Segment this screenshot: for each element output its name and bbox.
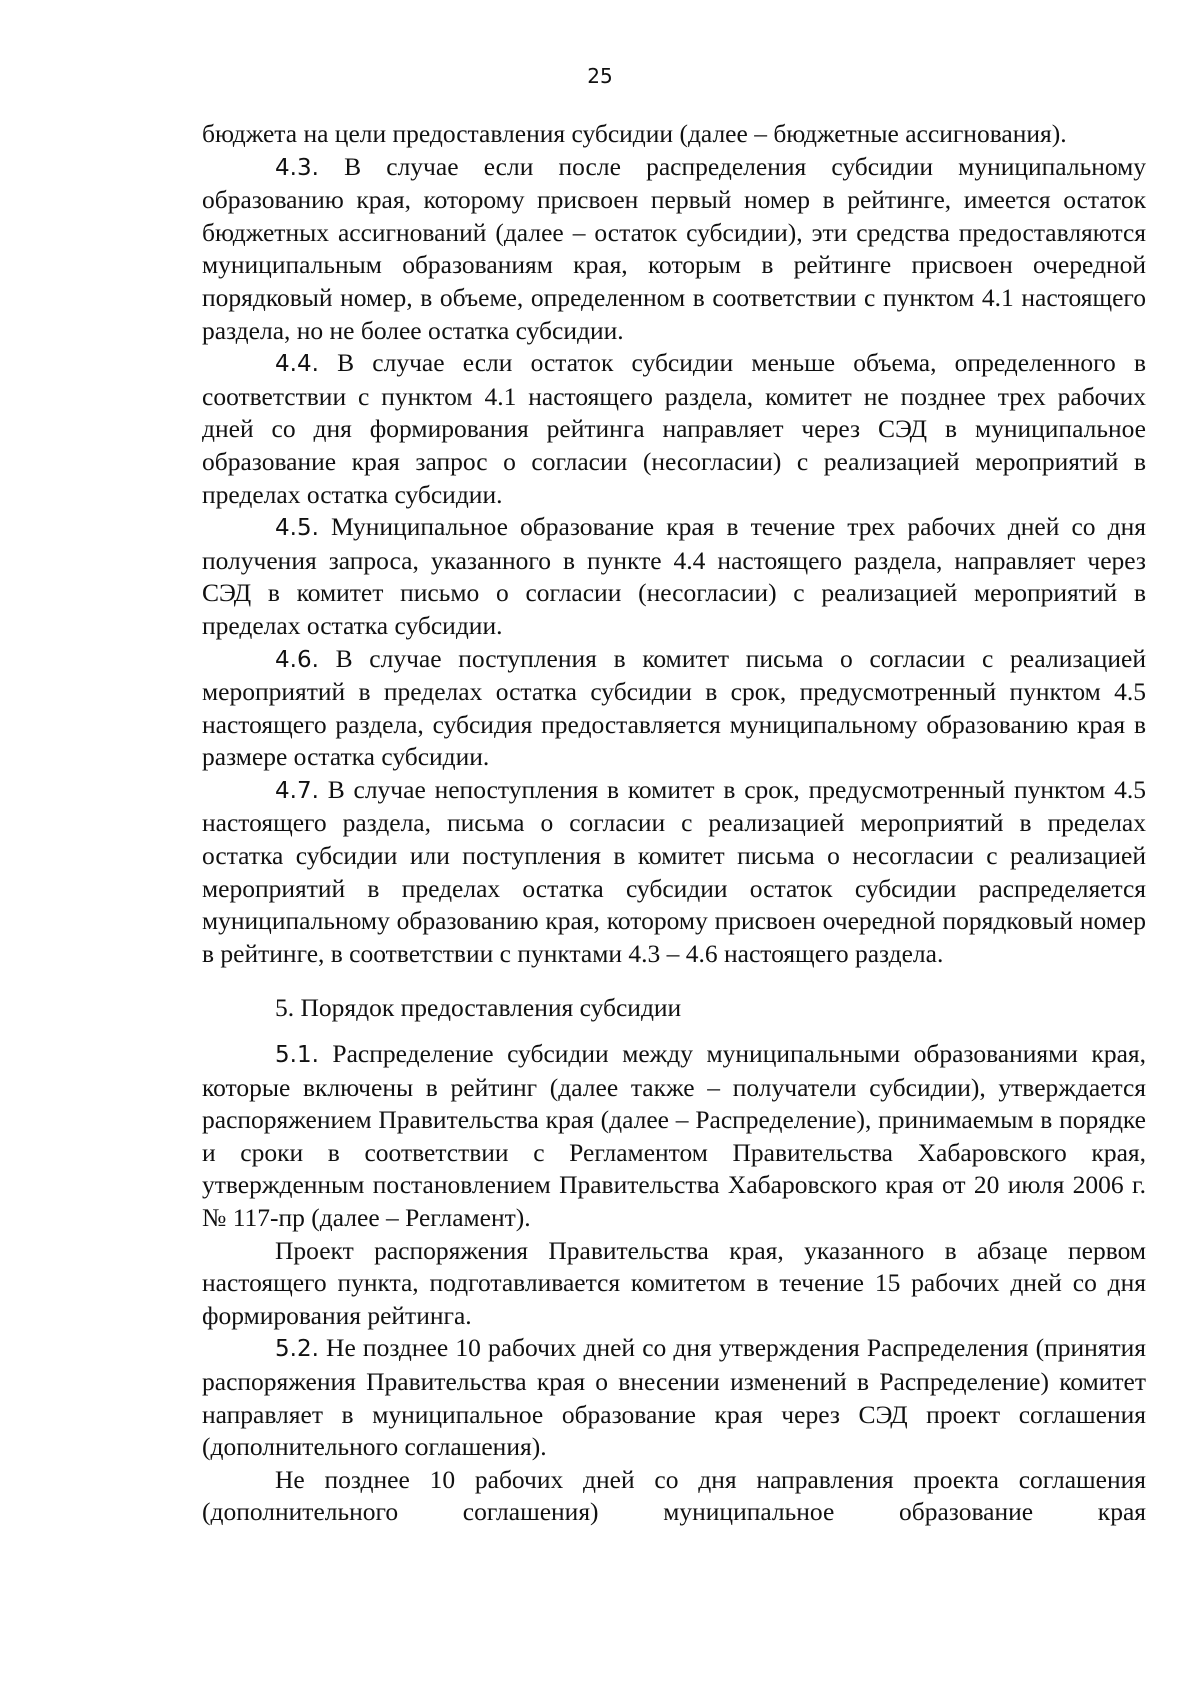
clause-number: 5.2. — [275, 1336, 319, 1363]
clause-text: В случае если остаток субсидии меньше объема, определенного в соответствии с пунктом 4.1 настоящего раздела, комитет не позднее трех рабочих дней со дня формирования рейтинга направляет через СЭД в муниципальное образование края запрос о согласии (несогласии) с реализацией мероприятий в пределах остатка субсидии. — [202, 348, 1146, 509]
paragraph-text: бюджета на цели предоставления субсидии (далее – бюджетные ассигнования). — [202, 119, 1067, 148]
clause-text: В случае непоступления в комитет в срок, предусмотренный пунктом 4.5 настоящего раздела, письма о согласии с реализацией мероприятий в пределах остатка субсидии или поступления в комитет письма о несогласии с реализацией мероприятий в пределах остатка субсидии остаток субсидии распределяется муниципальному образованию края, которому присвоен очередной порядковый номер в рейтинге, в соответствии с пунктами 4.3 – 4.6 настоящего раздела. — [202, 774, 1146, 968]
clause-5-1 — [202, 1038, 1146, 1235]
clause-4-5 — [202, 511, 1146, 642]
clause-number: 4.4. — [275, 351, 319, 378]
clause-text: Распределение субсидии между муниципальными образованиями края, которые включены в рейтинг (далее также – получатели субсидии), утверждается распоряжением Правительства края (далее – Распределение), принимаемым в порядке и сроки в соответствии с Регламентом Правительства Хабаровского края, утвержденным постановлением Правительства Хабаровского края от 20 июля 2006 г. № 117-пр (далее – Регламент). — [202, 1039, 1146, 1232]
clause-number: 4.6. — [275, 646, 319, 673]
section-heading: 5. Порядок предоставления субсидии — [275, 993, 682, 1023]
clause-4-7 — [202, 774, 1146, 971]
clause-text: Муниципальное образование края в течение трех рабочих дней со дня получения запроса, указанного в пункте 4.4 настоящего раздела, направляет через СЭД в комитет письмо о согласии (несогласии) с реализацией мероприятий в пределах остатка субсидии. — [202, 512, 1146, 640]
paragraph-continuation — [202, 118, 1146, 151]
clause-4-4 — [202, 347, 1146, 511]
clause-text: В случае поступления в комитет письма о согласии с реализацией мероприятий в пределах остатка субсидии в срок, предусмотренный пунктом 4.5 настоящего раздела, субсидия предоставляется муниципальному образованию края в размере остатка субсидии. — [202, 643, 1146, 772]
clause-text: Не позднее 10 рабочих дней со дня утверждения Распределения (принятия распоряжения Правительства края о внесении изменений в Распределение) комитет направляет в муниципальное образование края через СЭД проект соглашения (дополнительного соглашения). — [202, 1333, 1146, 1462]
clause-5-2 — [202, 1332, 1146, 1463]
paragraph-text: Не позднее 10 рабочих дней со дня направления проекта соглашения (дополнительного соглашения) муниципальное образование края — [202, 1464, 1146, 1527]
clause-number: 4.5. — [275, 515, 319, 542]
clause-number: 5.1. — [275, 1042, 319, 1069]
clause-4-6 — [202, 643, 1146, 774]
paragraph-deadline — [202, 1464, 1146, 1529]
page-number: 25 — [587, 64, 613, 88]
clause-4-3 — [202, 151, 1146, 348]
clause-number: 4.7. — [275, 777, 319, 804]
paragraph-text: Проект распоряжения Правительства края, указанного в абзаце первом настоящего пункта, подготавливается комитетом в течение 15 рабочих дней со дня формирования рейтинга. — [202, 1235, 1146, 1330]
paragraph-project — [202, 1235, 1146, 1333]
document-body — [202, 118, 1146, 1529]
clause-text: В случае если после распределения субсидии муниципальному образованию края, которому присвоен первый номер в рейтинге, имеется остаток бюджетных ассигнований (далее – остаток субсидии), эти средства предоставляются муниципальным образованиям края, которым в рейтинге присвоен очередной порядковый номер, в объеме, определенном в соответствии с пунктом 4.1 настоящего раздела, но не более остатка субсидии. — [202, 151, 1146, 345]
clause-number: 4.3. — [275, 154, 319, 181]
